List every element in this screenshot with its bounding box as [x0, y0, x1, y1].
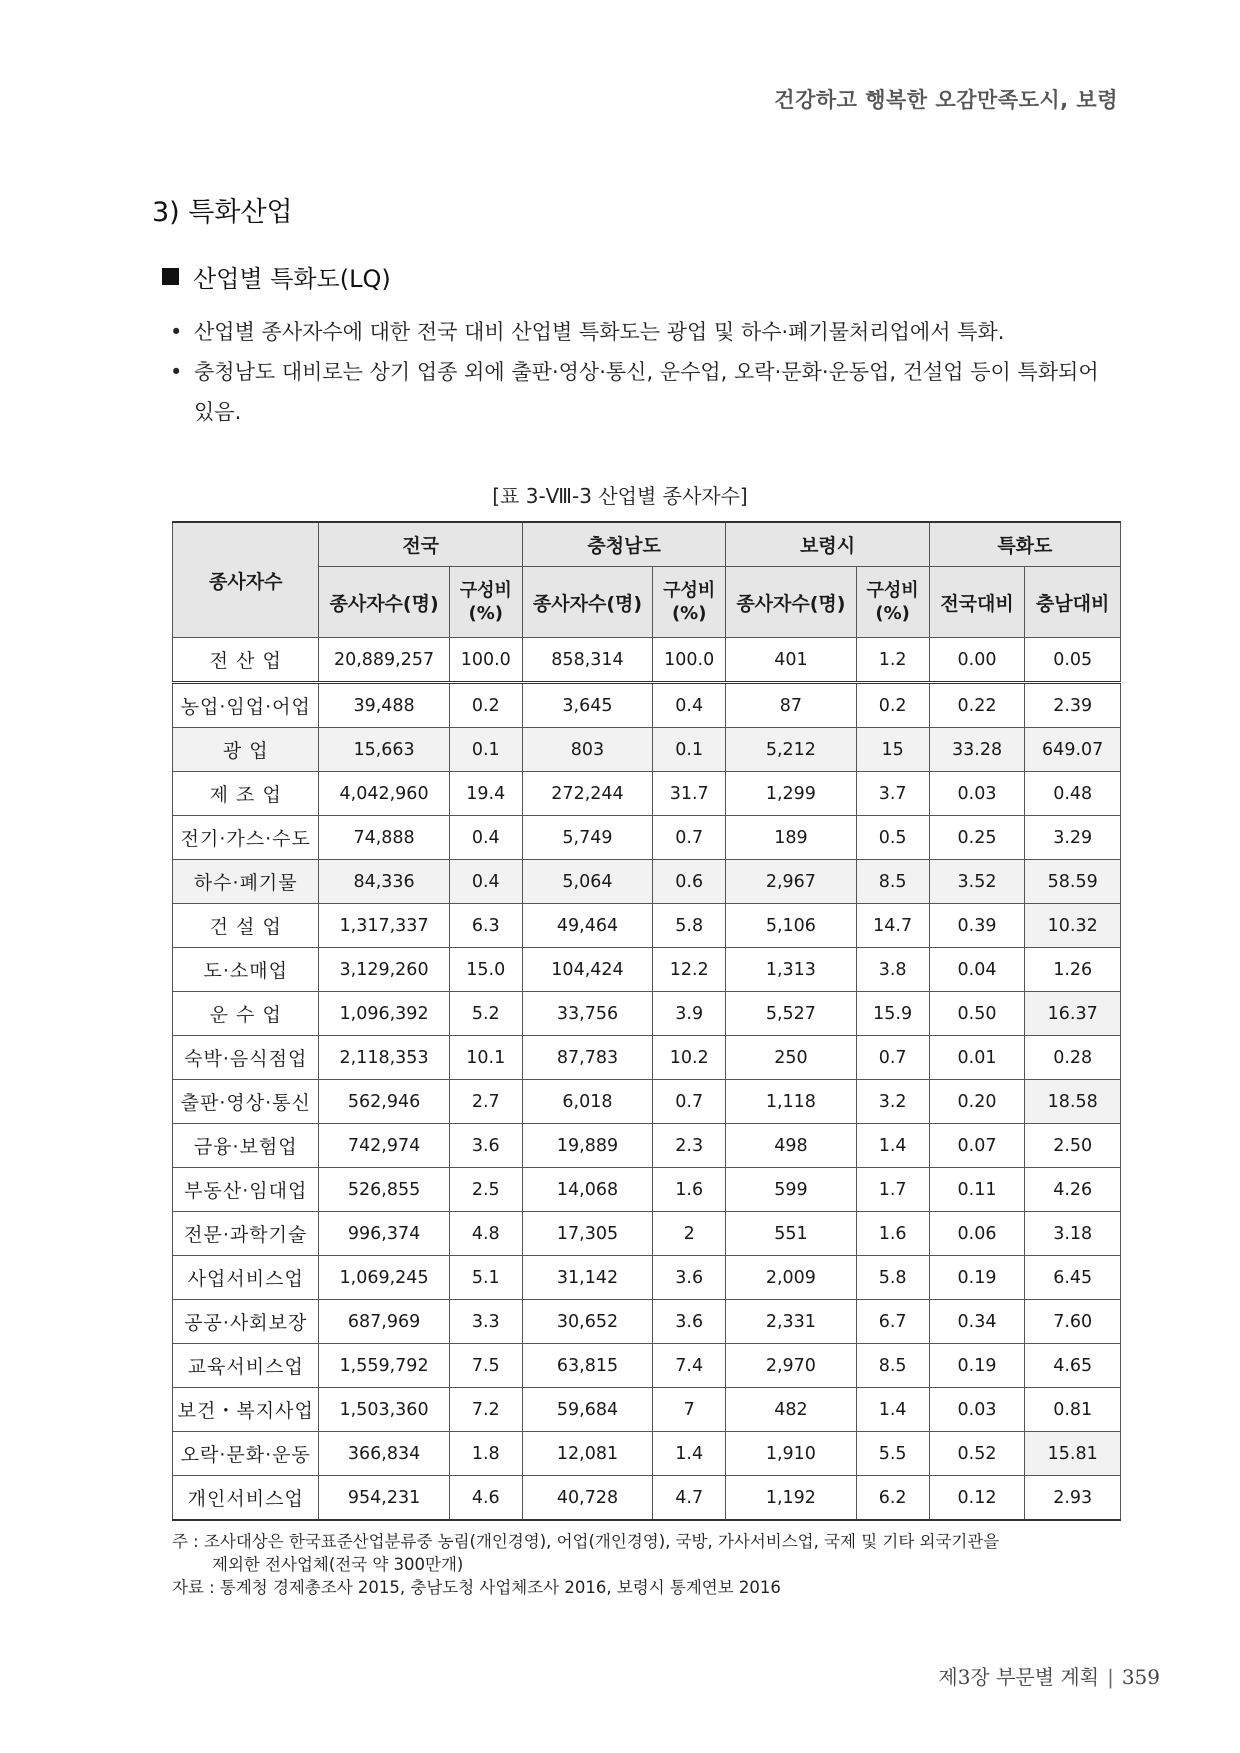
lq-chungnam-cell: 2.39: [1025, 683, 1121, 728]
workers-header: 종사자수(명): [726, 567, 856, 638]
boryeong-workers-cell: 1,313: [726, 948, 856, 992]
nation-ratio-cell: 19.4: [449, 772, 522, 816]
boryeong-ratio-cell: 8.5: [856, 1344, 929, 1388]
nation-workers-cell: 74,888: [319, 816, 449, 860]
industry-name-cell: 하수·폐기물: [173, 860, 319, 904]
nation-ratio-cell: 0.4: [449, 816, 522, 860]
boryeong-ratio-cell: 1.7: [856, 1168, 929, 1212]
group-header-boryeong: 보령시: [726, 522, 929, 567]
page-footer: [938, 1661, 1160, 1690]
lq-nation-cell: 0.04: [929, 948, 1025, 992]
nation-ratio-cell: 3.6: [449, 1124, 522, 1168]
industry-name-cell: 운 수 업: [173, 992, 319, 1036]
table-row: [173, 1036, 1121, 1080]
chungnam-ratio-cell: 7.4: [653, 1344, 726, 1388]
note-line-continued: 제외한 전사업체(전국 약 300만개): [212, 1555, 464, 1574]
chungnam-workers-cell: 31,142: [522, 1256, 652, 1300]
workers-header: 종사자수(명): [522, 567, 652, 638]
lq-chungnam-cell: 1.26: [1025, 948, 1121, 992]
chungnam-workers-cell: 33,756: [522, 992, 652, 1036]
industry-name-cell: 출판·영상·통신: [173, 1080, 319, 1124]
running-header: 건강하고 행복한 오감만족도시, 보령: [774, 88, 1118, 112]
boryeong-workers-cell: 551: [726, 1212, 856, 1256]
nation-ratio-cell: 4.8: [449, 1212, 522, 1256]
boryeong-ratio-cell: 3.2: [856, 1080, 929, 1124]
chungnam-ratio-cell: 2: [653, 1212, 726, 1256]
bullet-item: • 충청남도 대비로는 상기 업종 외에 출판·영상·통신, 운수업, 오락·문화·운동업, 건설업 등이 특화되어 있음.: [170, 352, 1120, 432]
nation-workers-cell: 954,231: [319, 1476, 449, 1521]
chungnam-ratio-cell: 4.7: [653, 1476, 726, 1521]
chungnam-workers-cell: 6,018: [522, 1080, 652, 1124]
boryeong-ratio-cell: 1.2: [856, 638, 929, 683]
chungnam-workers-cell: 272,244: [522, 772, 652, 816]
chungnam-workers-cell: 5,064: [522, 860, 652, 904]
chungnam-workers-cell: 30,652: [522, 1300, 652, 1344]
nation-ratio-cell: 6.3: [449, 904, 522, 948]
nation-workers-cell: 526,855: [319, 1168, 449, 1212]
boryeong-ratio-cell: 5.8: [856, 1256, 929, 1300]
boryeong-ratio-cell: 3.8: [856, 948, 929, 992]
chungnam-ratio-cell: 100.0: [653, 638, 726, 683]
chungnam-workers-cell: 59,684: [522, 1388, 652, 1432]
boryeong-ratio-cell: 0.7: [856, 1036, 929, 1080]
lq-nation-cell: 0.03: [929, 772, 1025, 816]
nation-workers-cell: 15,663: [319, 728, 449, 772]
boryeong-workers-cell: 1,192: [726, 1476, 856, 1521]
ratio-header: 구성비 (%): [653, 567, 726, 638]
table-row: [173, 683, 1121, 728]
nation-workers-cell: 366,834: [319, 1432, 449, 1476]
industry-name-cell: 광 업: [173, 728, 319, 772]
industry-name-cell: 전문·과학기술: [173, 1212, 319, 1256]
boryeong-ratio-cell: 15.9: [856, 992, 929, 1036]
table-row: [173, 904, 1121, 948]
table-row: [173, 1212, 1121, 1256]
boryeong-workers-cell: 2,009: [726, 1256, 856, 1300]
boryeong-workers-cell: 5,527: [726, 992, 856, 1036]
boryeong-workers-cell: 599: [726, 1168, 856, 1212]
industry-name-cell: 사업서비스업: [173, 1256, 319, 1300]
lq-nation-cell: 0.11: [929, 1168, 1025, 1212]
lq-chungnam-cell: 4.26: [1025, 1168, 1121, 1212]
chungnam-ratio-cell: 1.4: [653, 1432, 726, 1476]
industry-name-cell: 전 산 업: [173, 638, 319, 683]
boryeong-ratio-cell: 6.2: [856, 1476, 929, 1521]
workers-header: 종사자수(명): [319, 567, 449, 638]
chungnam-workers-cell: 104,424: [522, 948, 652, 992]
nation-workers-cell: 562,946: [319, 1080, 449, 1124]
ratio-header: 구성비 (%): [856, 567, 929, 638]
table-row: [173, 948, 1121, 992]
nation-ratio-cell: 10.1: [449, 1036, 522, 1080]
nation-workers-cell: 84,336: [319, 860, 449, 904]
lq-chungnam-cell: 4.65: [1025, 1344, 1121, 1388]
nation-workers-cell: 996,374: [319, 1212, 449, 1256]
nation-workers-cell: 4,042,960: [319, 772, 449, 816]
chungnam-workers-cell: 49,464: [522, 904, 652, 948]
vs-nation-header: 전국대비: [929, 567, 1025, 638]
nation-ratio-cell: 3.3: [449, 1300, 522, 1344]
chungnam-ratio-cell: 0.4: [653, 683, 726, 728]
lq-nation-cell: 0.20: [929, 1080, 1025, 1124]
lq-chungnam-cell: 58.59: [1025, 860, 1121, 904]
chungnam-ratio-cell: 1.6: [653, 1168, 726, 1212]
subsection-heading: [162, 259, 391, 294]
chungnam-ratio-cell: 31.7: [653, 772, 726, 816]
chungnam-ratio-cell: 10.2: [653, 1036, 726, 1080]
chungnam-ratio-cell: 5.8: [653, 904, 726, 948]
industry-name-cell: 제 조 업: [173, 772, 319, 816]
chungnam-workers-cell: 40,728: [522, 1476, 652, 1521]
table-row: [173, 1256, 1121, 1300]
lq-chungnam-cell: 0.48: [1025, 772, 1121, 816]
lq-nation-cell: 0.22: [929, 683, 1025, 728]
chungnam-ratio-cell: 0.6: [653, 860, 726, 904]
industry-name-cell: 개인서비스업: [173, 1476, 319, 1521]
nation-workers-cell: 1,096,392: [319, 992, 449, 1036]
vs-chungnam-header: 충남대비: [1025, 567, 1121, 638]
lq-nation-cell: 0.12: [929, 1476, 1025, 1521]
boryeong-workers-cell: 2,967: [726, 860, 856, 904]
nation-ratio-cell: 7.5: [449, 1344, 522, 1388]
chungnam-ratio-cell: 0.7: [653, 816, 726, 860]
chungnam-ratio-cell: 0.7: [653, 1080, 726, 1124]
chungnam-workers-cell: 858,314: [522, 638, 652, 683]
nation-ratio-cell: 4.6: [449, 1476, 522, 1521]
industry-workers-table: [172, 521, 1121, 1521]
lq-chungnam-cell: 15.81: [1025, 1432, 1121, 1476]
lq-nation-cell: 0.06: [929, 1212, 1025, 1256]
table-body: [173, 638, 1121, 1521]
lq-chungnam-cell: 3.18: [1025, 1212, 1121, 1256]
row-header-cell: 종사자수: [173, 522, 319, 638]
lq-nation-cell: 0.03: [929, 1388, 1025, 1432]
lq-nation-cell: 0.07: [929, 1124, 1025, 1168]
table-notes: [172, 1530, 1132, 1599]
table-row: [173, 1432, 1121, 1476]
nation-ratio-cell: 5.1: [449, 1256, 522, 1300]
lq-nation-cell: 0.19: [929, 1344, 1025, 1388]
table-row: [173, 860, 1121, 904]
nation-ratio-cell: 15.0: [449, 948, 522, 992]
group-header-lq: 특화도: [929, 522, 1120, 567]
lq-chungnam-cell: 0.28: [1025, 1036, 1121, 1080]
table-row: [173, 772, 1121, 816]
industry-name-cell: 교육서비스업: [173, 1344, 319, 1388]
boryeong-ratio-cell: 14.7: [856, 904, 929, 948]
boryeong-workers-cell: 1,299: [726, 772, 856, 816]
boryeong-workers-cell: 1,118: [726, 1080, 856, 1124]
nation-ratio-cell: 0.2: [449, 683, 522, 728]
lq-nation-cell: 0.52: [929, 1432, 1025, 1476]
nation-ratio-cell: 7.2: [449, 1388, 522, 1432]
lq-nation-cell: 0.19: [929, 1256, 1025, 1300]
boryeong-ratio-cell: 5.5: [856, 1432, 929, 1476]
chungnam-workers-cell: 803: [522, 728, 652, 772]
subsection-title: 산업별 특화도(LQ): [193, 265, 391, 293]
nation-workers-cell: 1,069,245: [319, 1256, 449, 1300]
nation-workers-cell: 687,969: [319, 1300, 449, 1344]
boryeong-ratio-cell: 8.5: [856, 860, 929, 904]
nation-workers-cell: 1,503,360: [319, 1388, 449, 1432]
chungnam-workers-cell: 3,645: [522, 683, 652, 728]
chungnam-workers-cell: 12,081: [522, 1432, 652, 1476]
table-row: [173, 1300, 1121, 1344]
ratio-header: 구성비 (%): [449, 567, 522, 638]
chungnam-workers-cell: 17,305: [522, 1212, 652, 1256]
chungnam-ratio-cell: 3.6: [653, 1256, 726, 1300]
boryeong-ratio-cell: 1.4: [856, 1124, 929, 1168]
nation-workers-cell: 2,118,353: [319, 1036, 449, 1080]
chungnam-ratio-cell: 7: [653, 1388, 726, 1432]
lq-chungnam-cell: 18.58: [1025, 1080, 1121, 1124]
boryeong-workers-cell: 498: [726, 1124, 856, 1168]
nation-workers-cell: 1,317,337: [319, 904, 449, 948]
boryeong-workers-cell: 401: [726, 638, 856, 683]
nation-ratio-cell: 2.5: [449, 1168, 522, 1212]
chungnam-workers-cell: 19,889: [522, 1124, 652, 1168]
industry-name-cell: 보건・복지사업: [173, 1388, 319, 1432]
nation-ratio-cell: 0.4: [449, 860, 522, 904]
boryeong-workers-cell: 189: [726, 816, 856, 860]
table-row: [173, 1080, 1121, 1124]
note-line: 주 : 조사대상은 한국표준산업분류중 농림(개인경영), 어업(개인경영), 국방, 가사서비스업, 국제 및 기타 외국기관을: [172, 1532, 1000, 1551]
lq-chungnam-cell: 2.50: [1025, 1124, 1121, 1168]
lq-nation-cell: 3.52: [929, 860, 1025, 904]
nation-workers-cell: 39,488: [319, 683, 449, 728]
industry-name-cell: 오락·문화·운동: [173, 1432, 319, 1476]
boryeong-ratio-cell: 1.6: [856, 1212, 929, 1256]
table-row: [173, 1168, 1121, 1212]
nation-ratio-cell: 1.8: [449, 1432, 522, 1476]
chungnam-ratio-cell: 3.6: [653, 1300, 726, 1344]
boryeong-workers-cell: 250: [726, 1036, 856, 1080]
chungnam-workers-cell: 14,068: [522, 1168, 652, 1212]
page-number: 359: [1121, 1665, 1160, 1689]
boryeong-workers-cell: 2,331: [726, 1300, 856, 1344]
boryeong-ratio-cell: 0.2: [856, 683, 929, 728]
lq-nation-cell: 0.39: [929, 904, 1025, 948]
industry-name-cell: 도·소매업: [173, 948, 319, 992]
industry-name-cell: 숙박·음식점업: [173, 1036, 319, 1080]
lq-nation-cell: 0.34: [929, 1300, 1025, 1344]
boryeong-ratio-cell: 3.7: [856, 772, 929, 816]
industry-name-cell: 부동산·임대업: [173, 1168, 319, 1212]
chungnam-ratio-cell: 12.2: [653, 948, 726, 992]
lq-chungnam-cell: 649.07: [1025, 728, 1121, 772]
lq-nation-cell: 0.25: [929, 816, 1025, 860]
nation-workers-cell: 3,129,260: [319, 948, 449, 992]
square-bullet-icon: [162, 268, 179, 285]
lq-chungnam-cell: 0.05: [1025, 638, 1121, 683]
industry-name-cell: 금융·보험업: [173, 1124, 319, 1168]
lq-nation-cell: 0.50: [929, 992, 1025, 1036]
nation-workers-cell: 20,889,257: [319, 638, 449, 683]
chungnam-ratio-cell: 3.9: [653, 992, 726, 1036]
nation-ratio-cell: 5.2: [449, 992, 522, 1036]
boryeong-workers-cell: 5,212: [726, 728, 856, 772]
lq-chungnam-cell: 7.60: [1025, 1300, 1121, 1344]
boryeong-workers-cell: 482: [726, 1388, 856, 1432]
table-row: [173, 1344, 1121, 1388]
boryeong-ratio-cell: 1.4: [856, 1388, 929, 1432]
lq-chungnam-cell: 10.32: [1025, 904, 1121, 948]
industry-name-cell: 건 설 업: [173, 904, 319, 948]
industry-name-cell: 전기·가스·수도: [173, 816, 319, 860]
table-row: [173, 1476, 1121, 1521]
boryeong-workers-cell: 87: [726, 683, 856, 728]
lq-chungnam-cell: 3.29: [1025, 816, 1121, 860]
boryeong-workers-cell: 5,106: [726, 904, 856, 948]
chungnam-workers-cell: 63,815: [522, 1344, 652, 1388]
nation-ratio-cell: 0.1: [449, 728, 522, 772]
chungnam-ratio-cell: 0.1: [653, 728, 726, 772]
boryeong-ratio-cell: 6.7: [856, 1300, 929, 1344]
industry-name-cell: 농업·임업·어업: [173, 683, 319, 728]
footer-separator: |: [1107, 1665, 1114, 1689]
bullet-item: • 산업별 종사자수에 대한 전국 대비 산업별 특화도는 광업 및 하수·폐기물처리업에서 특화.: [170, 312, 1120, 352]
table-row: [173, 1388, 1121, 1432]
table-total-row: [173, 638, 1121, 683]
table-row: [173, 1124, 1121, 1168]
chapter-label: 제3장 부문별 계획: [938, 1665, 1100, 1689]
boryeong-ratio-cell: 0.5: [856, 816, 929, 860]
bullet-list: [170, 312, 1120, 432]
lq-chungnam-cell: 6.45: [1025, 1256, 1121, 1300]
lq-nation-cell: 0.01: [929, 1036, 1025, 1080]
nation-ratio-cell: 2.7: [449, 1080, 522, 1124]
group-header-chungnam: 충청남도: [522, 522, 725, 567]
chungnam-workers-cell: 5,749: [522, 816, 652, 860]
table-caption: [표 3-Ⅷ-3 산업별 종사자수]: [492, 484, 748, 508]
group-header-nation: 전국: [319, 522, 522, 567]
chungnam-workers-cell: 87,783: [522, 1036, 652, 1080]
lq-nation-cell: 33.28: [929, 728, 1025, 772]
lq-chungnam-cell: 16.37: [1025, 992, 1121, 1036]
boryeong-workers-cell: 2,970: [726, 1344, 856, 1388]
nation-ratio-cell: 100.0: [449, 638, 522, 683]
section-title: 3) 특화산업: [152, 197, 293, 228]
nation-workers-cell: 1,559,792: [319, 1344, 449, 1388]
lq-chungnam-cell: 0.81: [1025, 1388, 1121, 1432]
chungnam-ratio-cell: 2.3: [653, 1124, 726, 1168]
lq-nation-cell: 0.00: [929, 638, 1025, 683]
table-row: [173, 816, 1121, 860]
lq-chungnam-cell: 2.93: [1025, 1476, 1121, 1521]
nation-workers-cell: 742,974: [319, 1124, 449, 1168]
industry-name-cell: 공공·사회보장: [173, 1300, 319, 1344]
boryeong-workers-cell: 1,910: [726, 1432, 856, 1476]
source-line: 자료 : 통계청 경제총조사 2015, 충남도청 사업체조사 2016, 보령시 통계연보 2016: [172, 1578, 781, 1597]
table-row: [173, 728, 1121, 772]
table-row: [173, 992, 1121, 1036]
boryeong-ratio-cell: 15: [856, 728, 929, 772]
